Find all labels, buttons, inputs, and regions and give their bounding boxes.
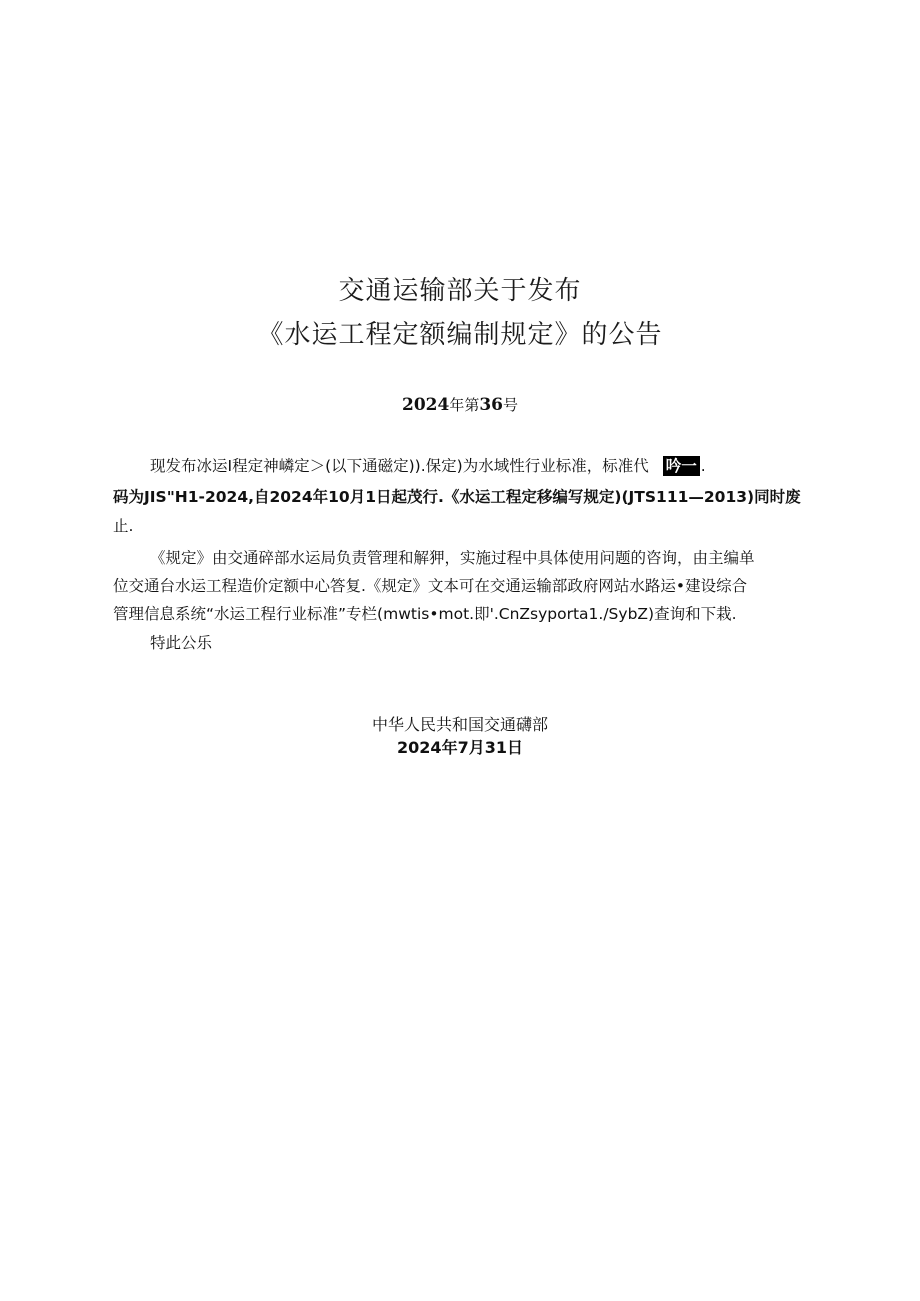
document-number (0, 394, 920, 415)
document-number-value: 36 (479, 395, 503, 415)
paragraph-1-line-3: 止. (113, 517, 134, 535)
document-number-suffix: 号 (503, 396, 519, 414)
paragraph-1-line-2: 码为JIS"H1-2024,自2024年10月1日起茂行.《水运工程定移编写规定)(JTS111—2013)同时废 (113, 488, 801, 506)
paragraph-3-closing: 特此公乐 (150, 634, 213, 652)
announcement-title-line-1: 交通运输部关于发布 (338, 276, 582, 306)
paragraph-2-line-1: 《规定》由交通碎部水运局负责管理和解狎，实施过程中具体使用问题的咨询，由主编单 (150, 549, 755, 567)
document-number-year: 2024 (401, 395, 450, 415)
signature-organization: 中华人民共和国交通礴部 (371, 715, 548, 734)
signature-date: 2024年7月31日 (397, 738, 523, 757)
paragraph-2-line-2: 位交通台水运工程造价定额中心答复.《规定》文本可在交通运输部政府网站水路运•建设综合 (113, 577, 748, 595)
paragraph-2-line-3: 管理信息系统“水运工程行业标准”专栏(mwtis•mot.即'.CnZsyporta1./SybZ)查询和下栽. (113, 605, 737, 623)
paragraph-1-line-1-text: 现发布冰运I程定神嶙定＞(以下通磁定)).保定)为水域性行业标准，标准代 (150, 457, 649, 475)
paragraph-1-line-1-end: . (700, 457, 706, 475)
redacted-text: 吟一 (663, 456, 700, 476)
announcement-title-line-2: 《水运工程定额编制规定》的公告 (257, 320, 663, 350)
document-number-year-char: 年第 (449, 396, 480, 414)
paragraph-1-line-1 (150, 456, 706, 476)
